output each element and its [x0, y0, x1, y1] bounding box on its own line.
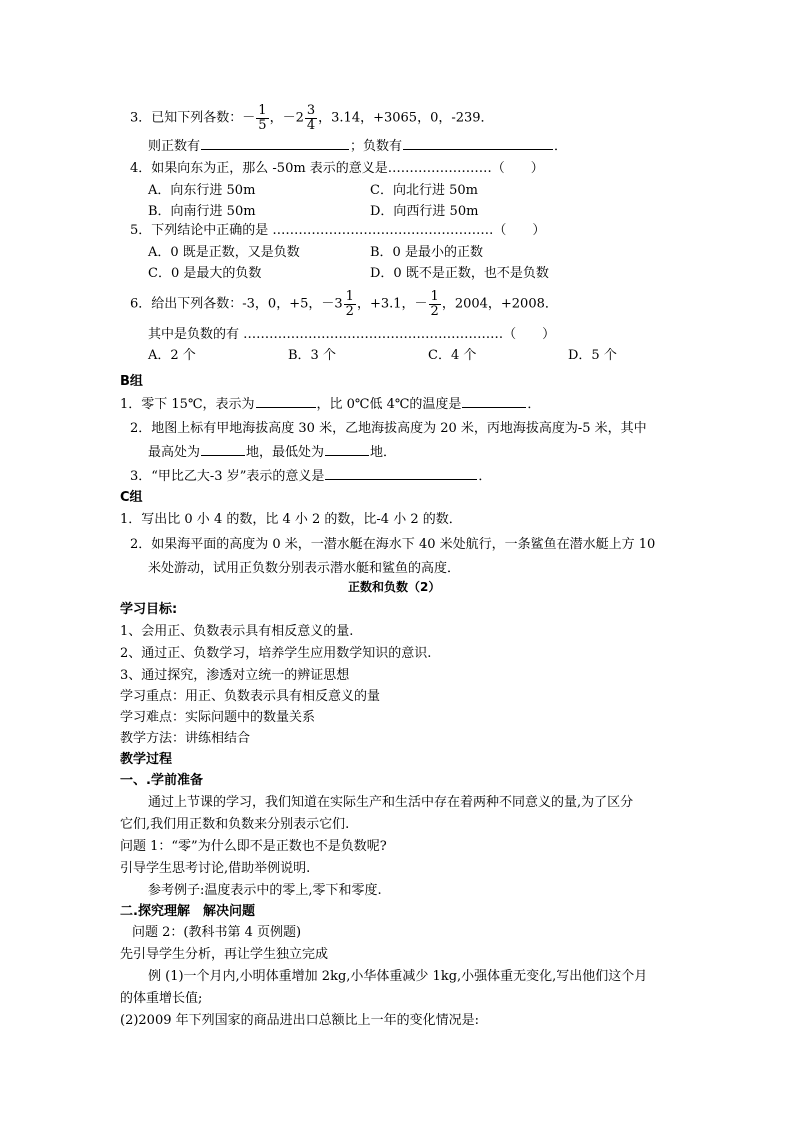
fraction-one-half-mixed: $\frac{1}{2}$ [345, 289, 354, 319]
paragraph-1-line1: 通过上节课的学习，我们知道在实际生产和生活中存在着两种不同意义的量,为了区分 [148, 795, 634, 810]
group-b-title: B组 [120, 374, 143, 389]
q4-option-b: B．向南行进 50m [148, 204, 256, 219]
paragraph-1-line2: 它们,我们用正数和负数来分别表示它们. [120, 817, 350, 832]
q6-stem2: 其中是负数的有 ……………………………………………………（ ） [148, 327, 556, 342]
guide-2: 先引导学生分析，再让学生独立完成 [120, 947, 329, 962]
q5-option-a: A．0 既是正数，又是负数 [148, 245, 300, 260]
q6-option-b: B．3 个 [288, 348, 336, 363]
q4-option-d: D．向西行进 50m [370, 204, 479, 219]
section-1-title: 一、.学前准备 [120, 773, 203, 788]
b-q3-blank[interactable] [325, 478, 477, 480]
group-c-q1: 1．写出比 0 小 4 的数，比 4 小 2 的数，比-4 小 2 的数． [120, 512, 462, 527]
example-line3: (2)2009 年下列国家的商品进出口总额比上一年的变化情况是: [120, 1013, 480, 1028]
example-line2: 的体重增长值; [120, 991, 203, 1006]
group-c-title: C组 [120, 490, 143, 505]
q5-option-b: B．0 是最小的正数 [370, 245, 483, 260]
b-q1-blank-1[interactable] [256, 406, 316, 408]
teaching-method: 教学方法：讲练相结合 [120, 731, 251, 746]
group-b-q1: 1．零下 15℃，表示为 ，比 0℃低 4℃的温度是 ． [120, 397, 541, 412]
b-q2-lowest-blank[interactable] [325, 454, 369, 456]
q3-prefix: 3．已知下列各数： [130, 110, 243, 126]
q5-option-d: D．0 既不是正数，也不是负数 [370, 266, 549, 281]
objective-1: 1、会用正、负数表示具有相反意义的量. [120, 624, 354, 639]
objective-2: 2、通过正、负数学习，培养学生应用数学知识的意识. [120, 646, 432, 661]
fraction-neg-one-half: $\frac{1}{2}$ [430, 289, 439, 319]
fraction-three-quarters: $\frac{3}{4}$ [306, 103, 316, 133]
guide-1: 引导学生思考讨论,借助举例说明. [120, 861, 311, 876]
group-b-q3: 3．“甲比乙大-3 岁”表示的意义是 ． [130, 469, 492, 484]
q4-stem: 4．如果向东为正，那么 -50m 表示的意义是……………………（ ） [130, 161, 544, 176]
q5-option-c: C．0 是最大的负数 [148, 266, 262, 281]
reference-example: 参考例子:温度表示中的零上,零下和零度. [148, 883, 382, 898]
q3-line: 3．已知下列各数：－ $\frac{1}{5}$ ，－2 $\frac{3}{4}$ ，3.14，+3065，0，-239． [130, 103, 494, 133]
difficulty: 学习难点：实际问题中的数量关系 [120, 710, 316, 725]
fraction-neg-one-fifth: $\frac{1}{5}$ [258, 103, 267, 133]
example-line1: 例 (1)一个月内,小明体重增加 2kg,小华体重减少 1kg,小强体重无变化,写出他们这个月 [148, 969, 648, 984]
group-c-q2-line2: 米处游动，试用正负数分别表示潜水艇和鲨鱼的高度． [148, 561, 461, 576]
question-2: 问题 2：(教科书第 4 页例题) [132, 925, 302, 940]
q4-option-c: C．向北行进 50m [370, 183, 478, 198]
q6-option-d: D．5 个 [568, 348, 617, 363]
q3-answer-line: 则正数有 ；负数有 ． [148, 139, 568, 154]
group-b-q2-line1: 2．地图上标有甲地海拔高度 30 米，乙地海拔高度为 20 米，丙地海拔高度为-5 米，其中 [130, 421, 647, 436]
q6-option-a: A．2 个 [148, 348, 196, 363]
q6-option-c: C．4 个 [428, 348, 477, 363]
objectives-title: 学习目标: [120, 602, 178, 617]
group-c-q2-line1: 2．如果海平面的高度为 0 米，一潜水艇在海水下 40 米处航行，一条鲨鱼在潜水艇上方 10 [130, 537, 656, 552]
group-b-q2-line2: 最高处为 地，最低处为 地． [148, 445, 397, 460]
q5-stem: 5．下列结论中正确的是 ……………………………………………（ ） [130, 223, 546, 238]
objective-3: 3、通过探究，渗透对立统一的辨证思想 [120, 668, 350, 683]
key-point: 学习重点：用正、负数表示具有相反意义的量 [120, 689, 381, 704]
b-q1-blank-2[interactable] [462, 406, 526, 408]
process-title: 教学过程 [120, 752, 173, 767]
q4-option-a: A．向东行进 50m [148, 183, 256, 198]
section-2-title: 二.探究理解 解决问题 [120, 904, 255, 919]
question-1: 问题 1：“零”为什么即不是正数也不是负数呢? [120, 839, 387, 854]
q3-negative-blank[interactable] [403, 148, 553, 150]
q3-positive-blank[interactable] [201, 148, 349, 150]
b-q2-highest-blank[interactable] [201, 454, 245, 456]
lesson-title: 正数和负数（2） [348, 580, 441, 594]
q6-line: 6．给出下列各数：-3，0，+5，－3 $\frac{1}{2}$ ，+3.1，－ $\frac{1}{2}$ ，2004，+2008． [130, 289, 558, 319]
